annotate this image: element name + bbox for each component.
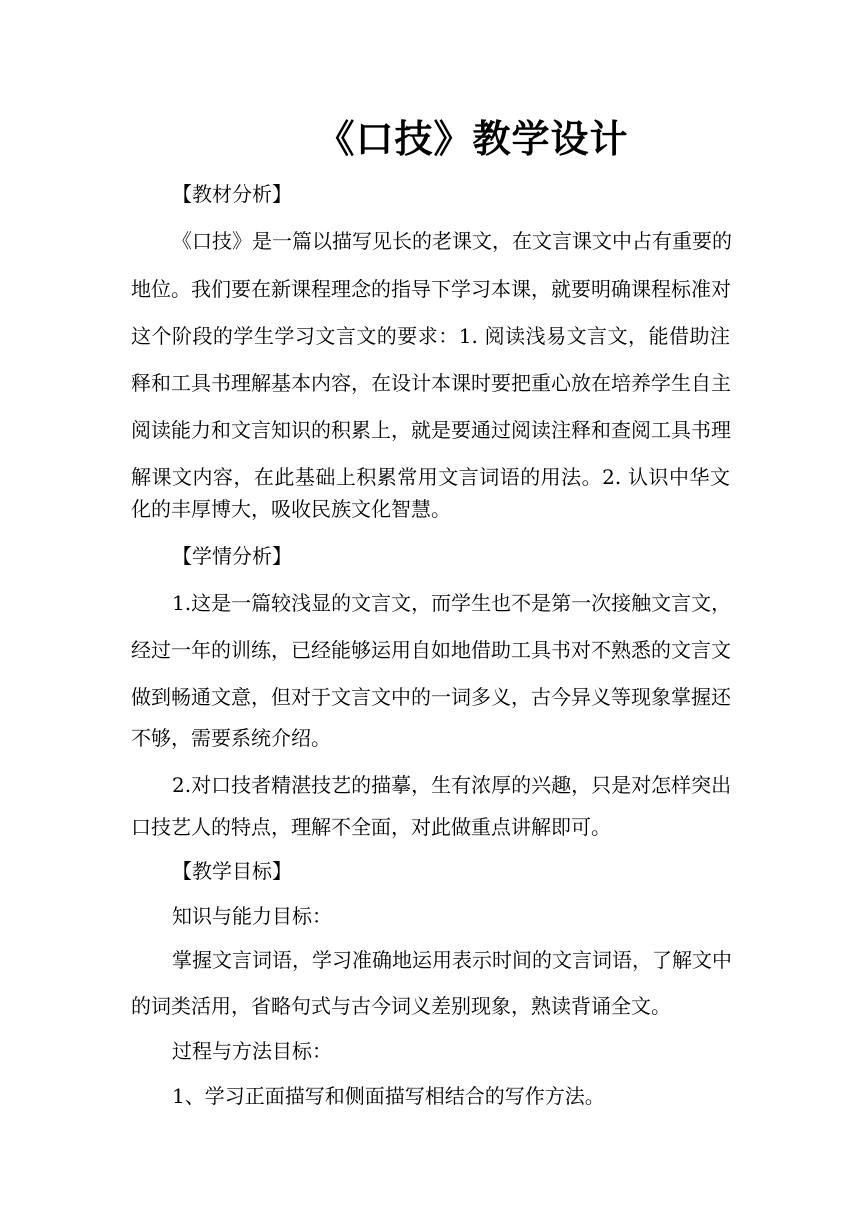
materials-line-5: 阅读能力和文言知识的积累上，就是要通过阅读注释和查阅工具书理 bbox=[131, 418, 731, 442]
knowledge-line-1: 掌握文言词语，学习准确地运用表示时间的文言词语，了解文中 bbox=[172, 948, 732, 972]
materials-line-7: 化的丰厚博大，吸收民族文化智慧。 bbox=[131, 497, 451, 521]
materials-line-2: 地位。我们要在新课程理念的指导下学习本课，就要明确课程标准对 bbox=[131, 277, 731, 301]
section-heading-goals: 【教学目标】 bbox=[172, 859, 292, 883]
knowledge-line-2: 的词类活用，省略句式与古今词义差别现象，熟读背诵全文。 bbox=[131, 994, 671, 1018]
students-p1-line-1: 1.这是一篇较浅显的文言文，而学生也不是第一次接触文言文， bbox=[172, 591, 732, 615]
students-p1-line-3: 做到畅通文意，但对于文言文中的一词多义，古今异义等现象掌握还 bbox=[131, 685, 731, 709]
materials-line-4: 释和工具书理解基本内容，在设计本课时要把重心放在培养学生自主 bbox=[131, 371, 731, 395]
document-title: 《口技》教学设计 bbox=[316, 116, 629, 161]
students-p1-line-2: 经过一年的训练，已经能够运用自如地借助工具书对不熟悉的文言文 bbox=[131, 638, 731, 662]
process-item-1: 1、学习正面描写和侧面描写相结合的写作方法。 bbox=[172, 1084, 605, 1108]
section-heading-materials: 【教材分析】 bbox=[172, 182, 292, 206]
materials-line-3: 这个阶段的学生学习文言文的要求：1. 阅读浅易文言文，能借助注 bbox=[131, 324, 730, 348]
knowledge-heading: 知识与能力目标： bbox=[172, 904, 332, 928]
section-heading-students: 【学情分析】 bbox=[172, 544, 292, 568]
students-p1-line-4: 不够，需要系统介绍。 bbox=[131, 726, 331, 750]
process-heading: 过程与方法目标： bbox=[172, 1039, 332, 1063]
students-p2-line-2: 口技艺人的特点，理解不全面，对此做重点讲解即可。 bbox=[131, 815, 611, 839]
materials-line-1: 《口技》是一篇以描写见长的老课文，在文言课文中占有重要的 bbox=[172, 229, 732, 253]
materials-line-6: 解课文内容，在此基础上积累常用文言词语的用法。2. 认识中华文 bbox=[131, 465, 730, 489]
students-p2-line-1: 2.对口技者精湛技艺的描摹，生有浓厚的兴趣，只是对怎样突出 bbox=[172, 773, 732, 797]
